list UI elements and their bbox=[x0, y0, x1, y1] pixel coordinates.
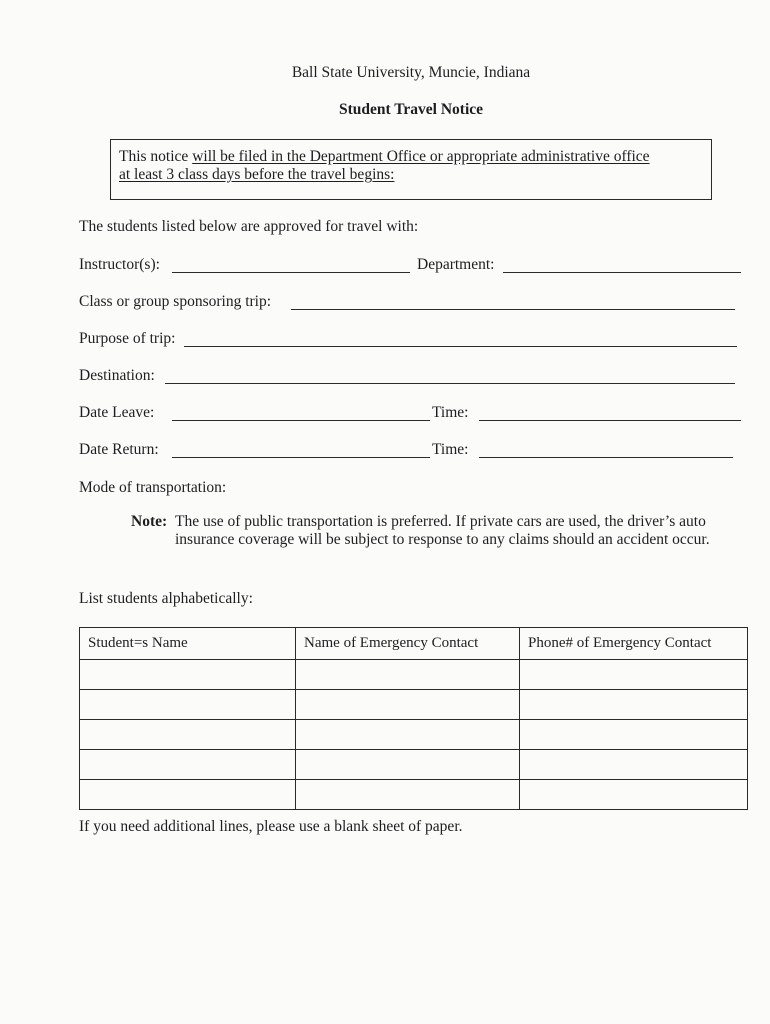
contact-name-cell[interactable] bbox=[296, 660, 520, 690]
student-name-cell[interactable] bbox=[80, 750, 296, 780]
time-return-field[interactable] bbox=[479, 457, 733, 458]
table-row bbox=[80, 780, 748, 810]
notice-underlined-2: at least 3 class days before the travel begins: bbox=[119, 166, 395, 183]
note-block bbox=[131, 513, 710, 548]
date-leave-field[interactable] bbox=[172, 420, 430, 421]
purpose-field[interactable] bbox=[184, 346, 737, 347]
student-name-cell[interactable] bbox=[80, 720, 296, 750]
table-row bbox=[80, 660, 748, 690]
sponsor-label: Class or group sponsoring trip: bbox=[79, 293, 272, 310]
date-leave-label: Date Leave: bbox=[79, 404, 155, 421]
date-return-field[interactable] bbox=[172, 457, 430, 458]
contact-name-cell[interactable] bbox=[296, 750, 520, 780]
contact-name-cell[interactable] bbox=[296, 720, 520, 750]
form-title: Student Travel Notice bbox=[338, 101, 484, 118]
contact-phone-cell[interactable] bbox=[520, 750, 748, 780]
time-leave-label: Time: bbox=[432, 404, 469, 421]
institution-name: Ball State University, Muncie, Indiana bbox=[291, 64, 531, 81]
contact-name-cell[interactable] bbox=[296, 690, 520, 720]
list-heading: List students alphabetically: bbox=[79, 590, 253, 607]
notice-underlined-1: will be filed in the Department Office or appropriate administrative office bbox=[192, 148, 650, 165]
purpose-label: Purpose of trip: bbox=[79, 330, 176, 347]
destination-field[interactable] bbox=[165, 383, 735, 384]
student-name-cell[interactable] bbox=[80, 780, 296, 810]
time-return-label: Time: bbox=[432, 441, 469, 458]
table-row bbox=[80, 720, 748, 750]
contact-name-header: Name of Emergency Contact bbox=[296, 628, 520, 660]
department-field[interactable] bbox=[503, 272, 741, 273]
table-row bbox=[80, 750, 748, 780]
contact-phone-cell[interactable] bbox=[520, 720, 748, 750]
transport-label: Mode of transportation: bbox=[79, 479, 227, 496]
students-table bbox=[79, 627, 748, 810]
student-name-cell[interactable] bbox=[80, 660, 296, 690]
table-row bbox=[80, 690, 748, 720]
footer-instruction: If you need additional lines, please use a blank sheet of paper. bbox=[79, 818, 463, 835]
student-name-cell[interactable] bbox=[80, 690, 296, 720]
date-return-label: Date Return: bbox=[79, 441, 159, 458]
note-text: The use of public transportation is preferred. If private cars are used, the driver’s auto insurance coverage will be subject to response to any claims should an accident occur. bbox=[175, 513, 710, 548]
contact-phone-cell[interactable] bbox=[520, 690, 748, 720]
instructors-field[interactable] bbox=[172, 272, 410, 273]
contact-name-cell[interactable] bbox=[296, 780, 520, 810]
notice-prefix: This notice bbox=[119, 148, 193, 165]
time-leave-field[interactable] bbox=[479, 420, 741, 421]
instructors-label: Instructor(s): bbox=[79, 256, 160, 273]
contact-phone-header: Phone# of Emergency Contact bbox=[520, 628, 748, 660]
contact-phone-cell[interactable] bbox=[520, 780, 748, 810]
contact-phone-cell[interactable] bbox=[520, 660, 748, 690]
department-label: Department: bbox=[417, 256, 495, 273]
table-header-row bbox=[80, 628, 748, 660]
intro-text: The students listed below are approved for travel with: bbox=[79, 218, 419, 235]
notice-box bbox=[110, 139, 712, 200]
sponsor-field[interactable] bbox=[291, 309, 735, 310]
destination-label: Destination: bbox=[79, 367, 155, 384]
note-label: Note: bbox=[131, 513, 168, 530]
student-name-header: Student=s Name bbox=[80, 628, 296, 660]
